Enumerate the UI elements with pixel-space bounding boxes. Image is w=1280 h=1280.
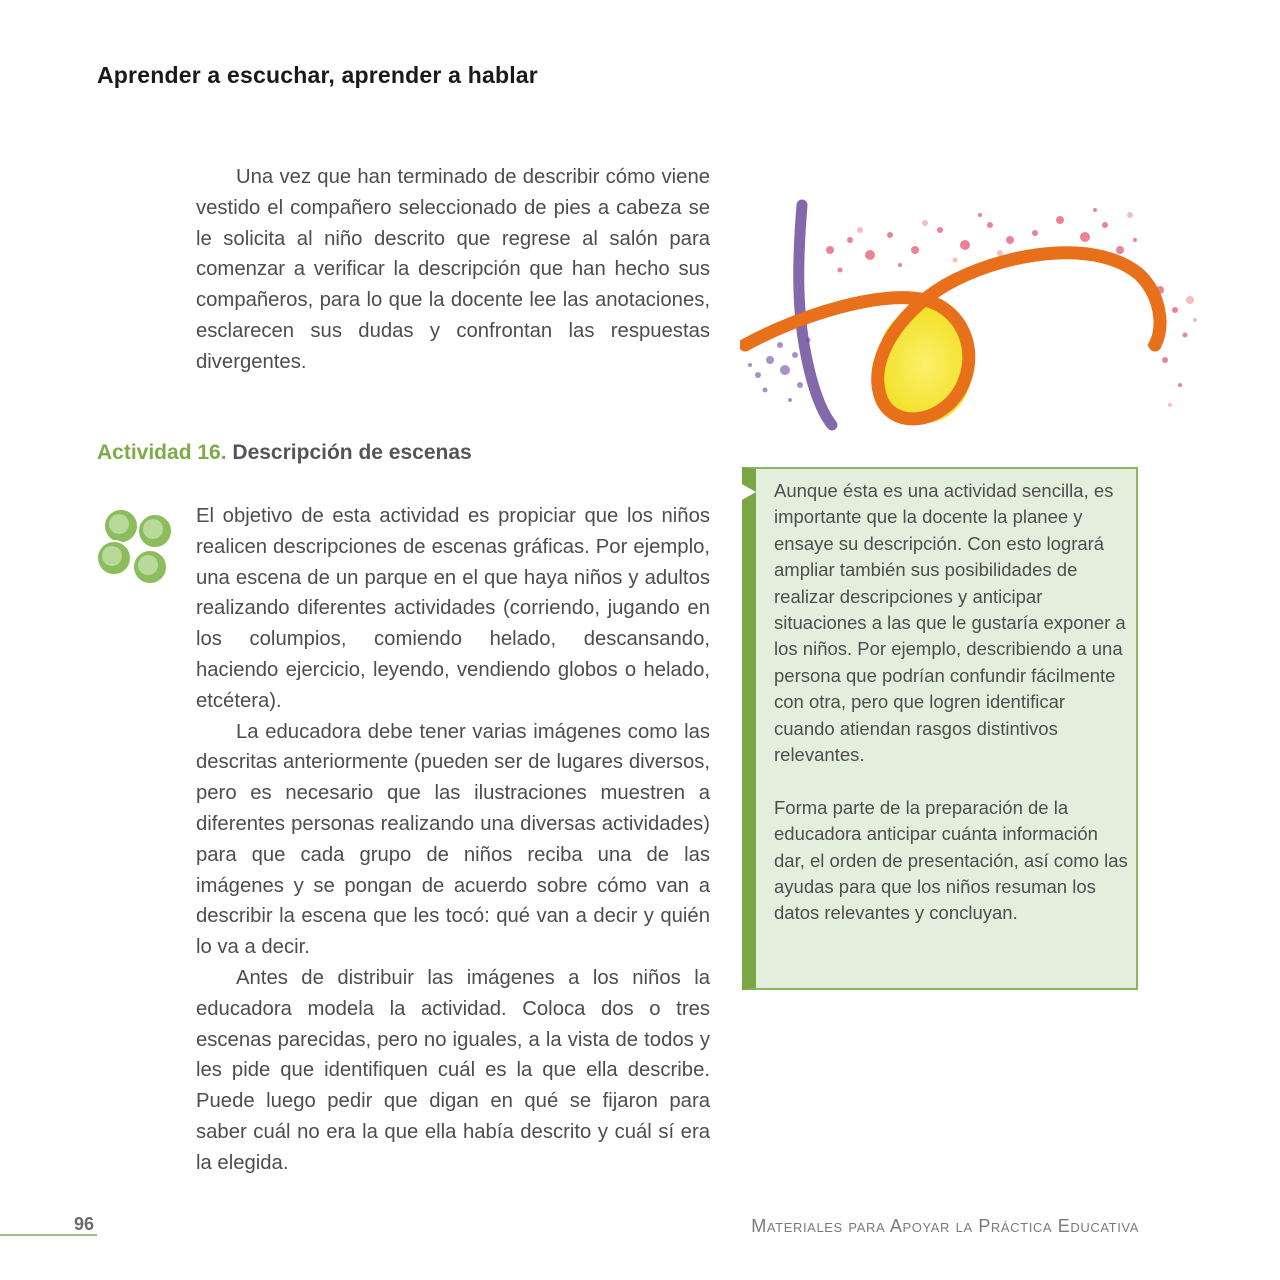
- activity-body: [196, 501, 710, 1179]
- activity-name: Descripción de escenas: [232, 441, 472, 464]
- note-paragraph: Forma parte de la preparación de la educadora anticipar cuánta información dar, el orden de presentación, así como las ayudas para que los niños resuman los datos relevantes y concluyan.: [774, 796, 1128, 924]
- four-circles-icon: [95, 504, 179, 588]
- activity-paragraph: Antes de distribuir las imágenes a los niños la educadora modela la actividad. Coloca dos o tres escenas parecidas, pero no iguales, a la vista de todos y les pide que identifiquen cuál es la que ella describe. Puede luego pedir que digan en qué se fijaron para saber cuál no era la que ella había descrito y cuál sí era la elegida.: [196, 966, 710, 1174]
- intro-paragraph: Una vez que han terminado de describir cómo viene vestido el compañero seleccionado de pies a cabeza se le solicita al niño descrito que regrese al salón para comenzar a verificar la descripción que han hecho sus compañeros, para lo que la docente lee las anotaciones, esclarecen sus dudas y confrontan las respuestas divergentes.: [196, 166, 710, 373]
- footer-series-title: Materiales para Apoyar la Práctica Educativa: [751, 1216, 1139, 1236]
- activity-number: Actividad 16.: [97, 441, 227, 464]
- decorative-brushstroke-art: [740, 195, 1205, 440]
- activity-paragraph: El objetivo de esta actividad es propiciar que los niños realicen descripciones de escenas gráficas. Por ejemplo, una escena de un parque en el que haya niños y adultos realizando diferentes actividades (corriendo, jugando en los columpios, comiendo helado, descansando, haciendo ejercicio, leyendo, vendiendo globos o helado, etcétera).: [196, 505, 710, 712]
- intro-text: [196, 162, 710, 378]
- activity-heading: [97, 441, 472, 465]
- note-paragraph: Aunque ésta es una actividad sencilla, es importante que la docente la planee y ensaye su descripción. Con esto logrará ampliar también sus posibilidades de realizar descripciones y anticipar situaciones a las que le gustaría exponer a los niños. Por ejemplo, describiendo a una persona que podrían confundir fácilmente con otra, pero que logren identificar cuando atiendan rasgos distintivos relevantes.: [774, 480, 1126, 766]
- note-notch-marker: [740, 483, 756, 501]
- sidebar-note-text: [774, 478, 1130, 927]
- page-number: 96: [74, 1214, 95, 1234]
- page-header-title: Aprender a escuchar, aprender a hablar: [97, 62, 538, 88]
- activity-paragraph: La educadora debe tener varias imágenes como las descritas anteriormente (pueden ser de lugares diversos, pero es necesario que las ilustraciones muestren a diferentes personas realizando una diversas actividades) para que cada grupo de niños reciba una de las imágenes y se pongan de acuerdo sobre cómo van a describir la escena que les tocó: qué van a decir y quién lo va a decir.: [196, 720, 710, 959]
